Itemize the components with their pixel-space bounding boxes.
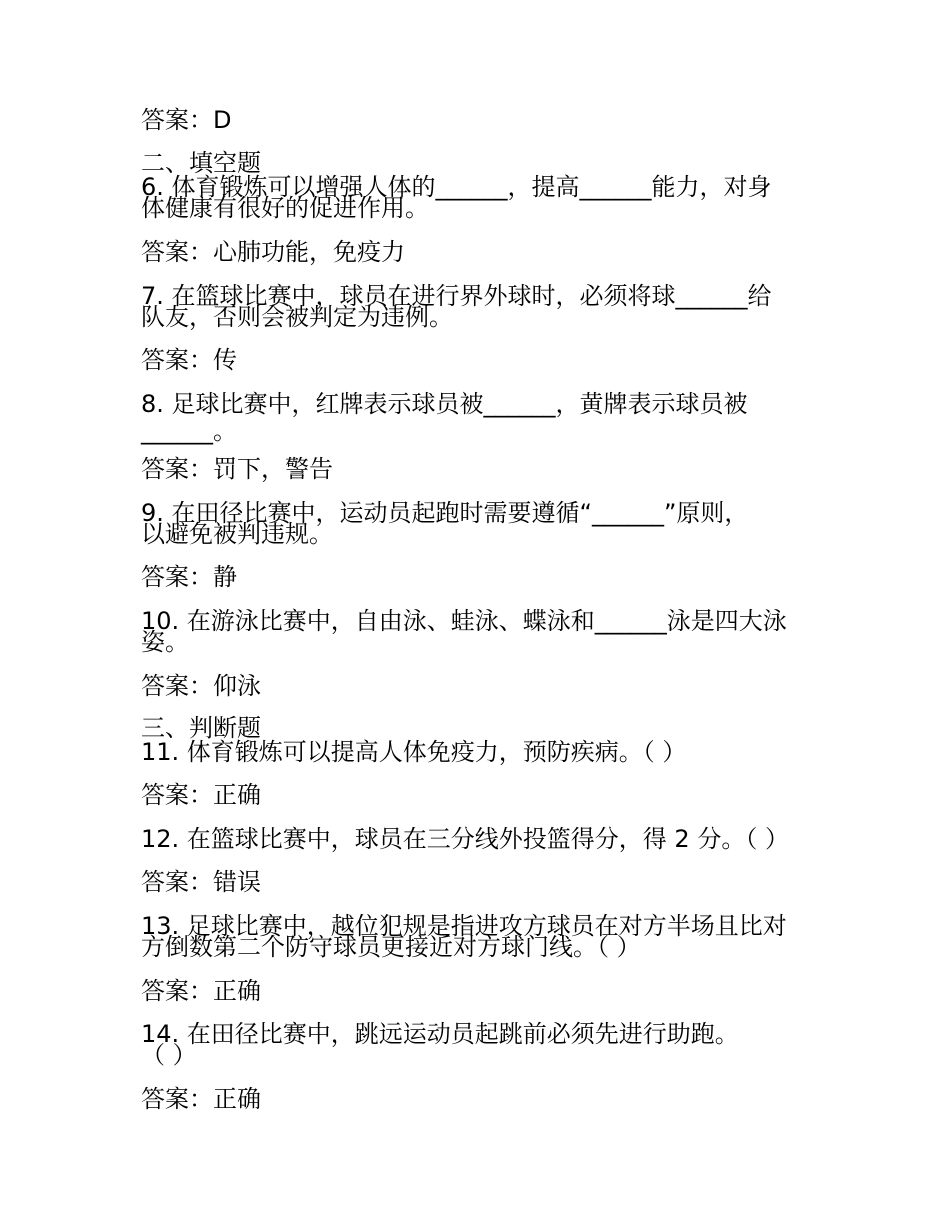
section-heading-true-false: 三、判断题 (141, 714, 261, 742)
answer-12: 答案：错误 (141, 868, 261, 896)
question-text-line: 9. 在田径比赛中，运动员起跑时需要遵循“______”原则， (141, 499, 749, 527)
answer-9: 答案：静 (141, 563, 237, 591)
question-text-line: 方倒数第二个防守球员更接近对方球门线。（ ） (141, 933, 641, 961)
answer-13: 答案：正确 (141, 977, 261, 1005)
question-6 (141, 175, 772, 220)
answer-10: 答案：仰泳 (141, 672, 261, 700)
question-text-line: 11. 体育锻炼可以提高人体免疫力，预防疾病。（ ） (141, 738, 687, 766)
question-text-line: 13. 足球比赛中，越位犯规是指进攻方球员在对方半场且比对 (141, 912, 787, 940)
question-text-line: （ ） (141, 1041, 197, 1069)
question-13 (141, 914, 787, 959)
question-text-line: 队友，否则会被判定为违例。 (141, 303, 453, 331)
answer-8: 答案：罚下，警告 (141, 455, 333, 483)
answer-6: 答案：心肺功能，免疫力 (141, 238, 405, 266)
question-text-line: ______。 (141, 417, 237, 445)
question-text-line: 12. 在篮球比赛中，球员在三分线外投篮得分，得 2 分。（ ） (141, 825, 789, 853)
section-heading-fill-blank: 二、填空题 (141, 149, 261, 177)
question-11 (141, 740, 686, 764)
question-8 (141, 392, 748, 443)
question-12 (141, 827, 789, 851)
answer-11: 答案：正确 (141, 781, 261, 809)
question-10 (141, 609, 787, 654)
question-7 (141, 284, 772, 329)
answer-7: 答案：传 (141, 346, 237, 374)
question-text-line: 10. 在游泳比赛中，自由泳、蛙泳、蝶泳和______泳是四大泳 (141, 607, 787, 635)
answer-14: 答案：正确 (141, 1085, 261, 1113)
question-text-line: 体健康有很好的促进作用。 (141, 194, 429, 222)
question-text-line: 7. 在篮球比赛中，球员在进行界外球时，必须将球______给 (141, 282, 772, 310)
question-text-line: 8. 足球比赛中，红牌表示球员被______，黄牌表示球员被 (141, 390, 748, 418)
question-text-line: 6. 体育锻炼可以增强人体的______，提高______能力，对身 (141, 173, 772, 201)
question-text-line: 以避免被判违规。 (141, 520, 333, 548)
question-text-line: 14. 在田径比赛中，跳远运动员起跳前必须先进行助跑。 (141, 1020, 739, 1048)
question-9 (141, 501, 748, 546)
question-text-line: 姿。 (141, 628, 189, 656)
answer-5: 答案：D (141, 106, 232, 134)
question-14 (141, 1022, 739, 1067)
